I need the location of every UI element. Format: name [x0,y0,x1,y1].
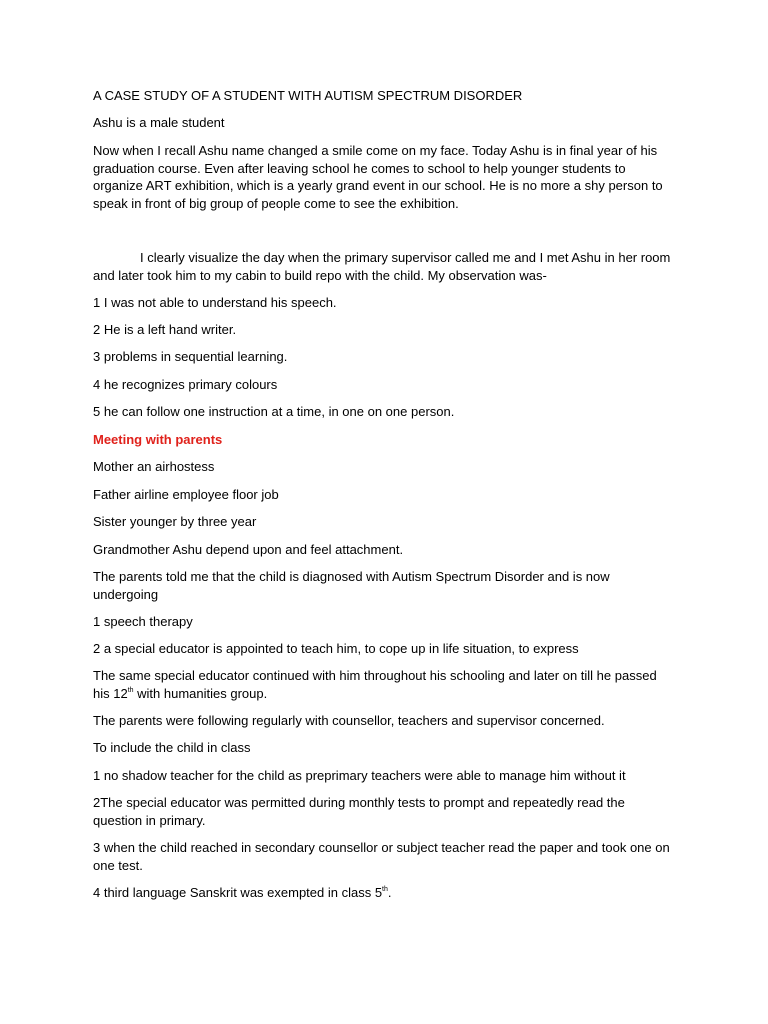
intro-line: Now when I recall Ashu name changed a smile come on my face. Today Ashu is in final year of his [93,143,658,158]
document-title: A CASE STUDY OF A STUDENT WITH AUTISM SPECTRUM DISORDER [93,88,523,103]
intro-line: organize ART exhibition, which is a yearly grand event in our school. He is no more a shy person to [93,178,663,193]
diagnosis-line: undergoing [93,586,159,602]
ordinal-suffix: th [382,886,388,893]
intro-line: graduation course. Even after leaving school he comes to school to help younger students to [93,160,626,176]
family-item: Father airline employee floor job [93,487,279,502]
inclusion-item: 3 when the child reached in secondary counsellor or subject teacher read the paper and took one on [93,840,670,855]
therapy-item: 2 a special educator is appointed to teach him, to cope up in life situation, to express [93,641,579,656]
inclusion-item: 2The special educator was permitted during monthly tests to prompt and repeatedly read the [93,795,625,810]
family-item: Grandmother Ashu depend upon and feel attachment. [93,542,404,557]
intro-line: speak in front of big group of people come to see the exhibition. [93,195,459,211]
observation-item: 1 I was not able to understand his speech. [93,295,337,310]
inclusion-item: 1 no shadow teacher for the child as preprimary teachers were able to manage him without it [93,768,626,783]
ordinal-suffix: th [127,686,134,694]
educator-text-post: with humanities group. [133,685,268,701]
family-item: Sister younger by three year [93,514,257,529]
parents-heading: Meeting with parents [93,432,223,447]
visualize-line: and later took him to my cabin to build repo with the child. My observation was- [93,267,547,283]
observation-item: 4 he recognizes primary colours [93,377,278,392]
educator-line-2 [93,685,267,703]
include-heading: To include the child in class [93,740,251,755]
document-subtitle: Ashu is a male student [93,115,225,130]
inclusion-4-post: . [387,885,392,900]
inclusion-item-cont: question in primary. [93,812,206,828]
following-line: The parents were following regularly with counsellor, teachers and supervisor concerned. [93,713,605,728]
inclusion-item-cont: one test. [93,857,143,873]
observation-item: 2 He is a left hand writer. [93,322,237,337]
therapy-item: 1 speech therapy [93,614,193,629]
educator-line: The same special educator continued with him throughout his schooling and later on till he passed [93,668,657,683]
visualize-line: I clearly visualize the day when the primary supervisor called me and I met Ashu in her room [140,250,671,265]
inclusion-4-pre: 4 third language Sanskrit was exempted in class 5 [93,885,383,900]
inclusion-item [93,884,392,902]
diagnosis-line: The parents told me that the child is diagnosed with Autism Spectrum Disorder and is now [93,569,610,584]
educator-text-pre: his 12 [93,685,128,701]
observation-item: 5 he can follow one instruction at a time, in one on one person. [93,404,455,419]
observation-item: 3 problems in sequential learning. [93,349,288,364]
family-item: Mother an airhostess [93,459,215,474]
